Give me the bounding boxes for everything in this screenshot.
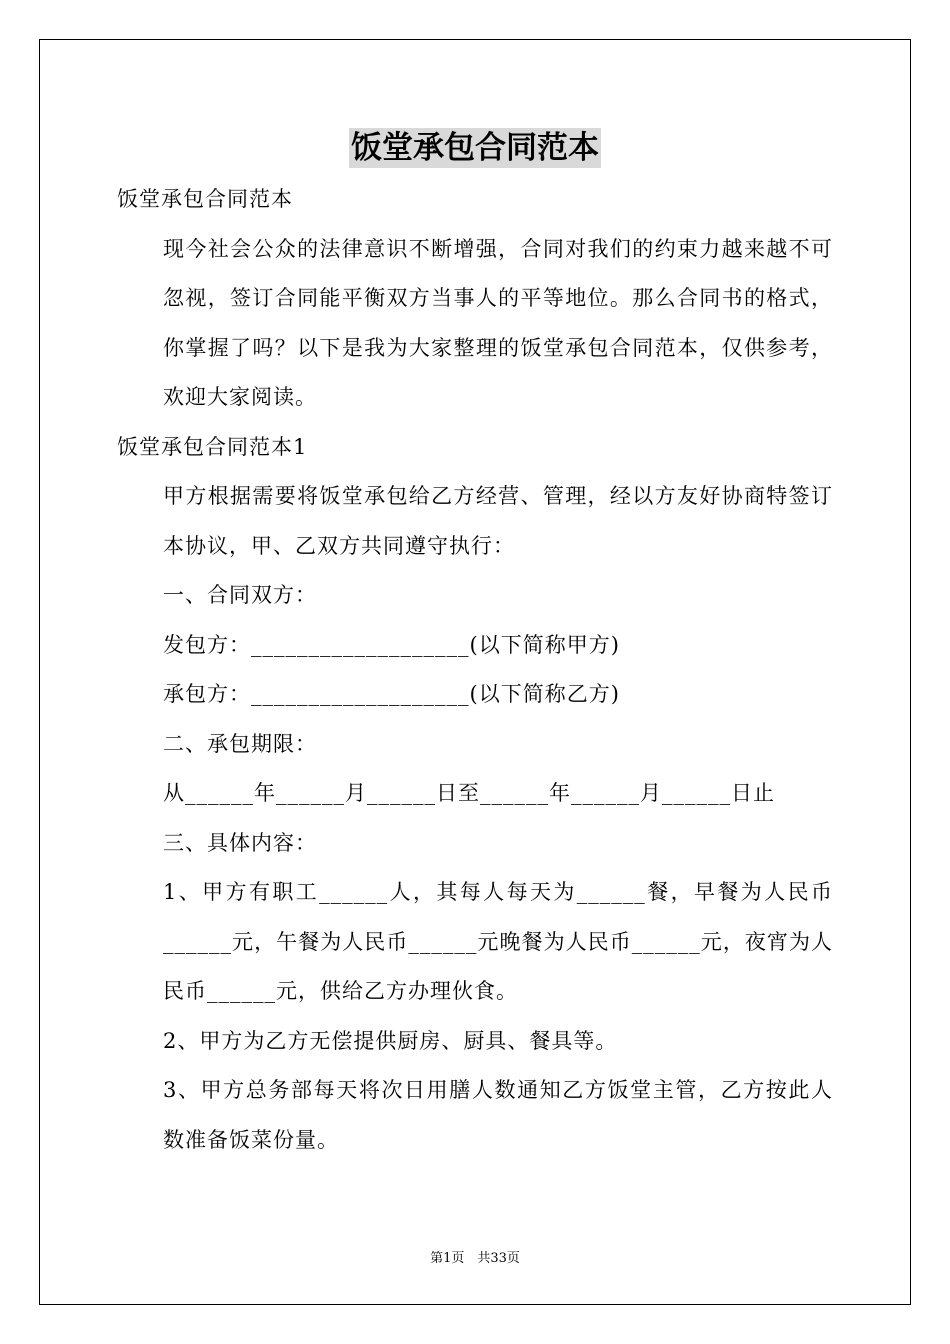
clause-heading-term: 二、承包期限： [163,731,317,756]
document-title: 饭堂承包合同范本 [351,130,599,166]
section-heading: 饭堂承包合同范本1 [117,434,308,459]
subtitle: 饭堂承包合同范本 [117,187,293,211]
term-line: 从______年______月______日至______年______月______日止 [163,781,775,805]
page-number-footer: 第1页 共33页 [430,1251,520,1266]
content-item-1: 1、甲方有职工______人，其每人每天为______餐，早餐为人民币______元，午餐为人民币______元晚餐为人民币______元，夜宵为人民币______元，供给乙方办理伙食。 [163,880,833,1003]
clause-heading-parties: 一、合同双方： [163,583,317,607]
party-b-line: 承包方：___________________(以下简称乙方) [163,682,620,706]
content-item-3: 3、甲方总务部每天将次日用膳人数通知乙方饭堂主管，乙方按此人数准备饭菜份量。 [163,1078,833,1152]
title-container [0,128,950,168]
document-body [117,175,833,1165]
content-item-2: 2、甲方为乙方无偿提供厨房、厨具、餐具等。 [163,1028,618,1053]
party-a-line: 发包方：___________________(以下简称甲方) [163,632,620,657]
preamble-paragraph: 甲方根据需要将饭堂承包给乙方经营、管理，经以方友好协商特签订本协议，甲、乙双方共同遵守执行： [163,484,833,558]
clause-heading-content: 三、具体内容： [163,830,317,855]
intro-paragraph: 现今社会公众的法律意识不断增强，合同对我们的约束力越来越不可忽视，签订合同能平衡双方当事人的平等地位。那么合同书的格式，你掌握了吗？以下是我为大家整理的饭堂承包合同范本，仅供参考，欢迎大家阅读。 [163,236,833,409]
